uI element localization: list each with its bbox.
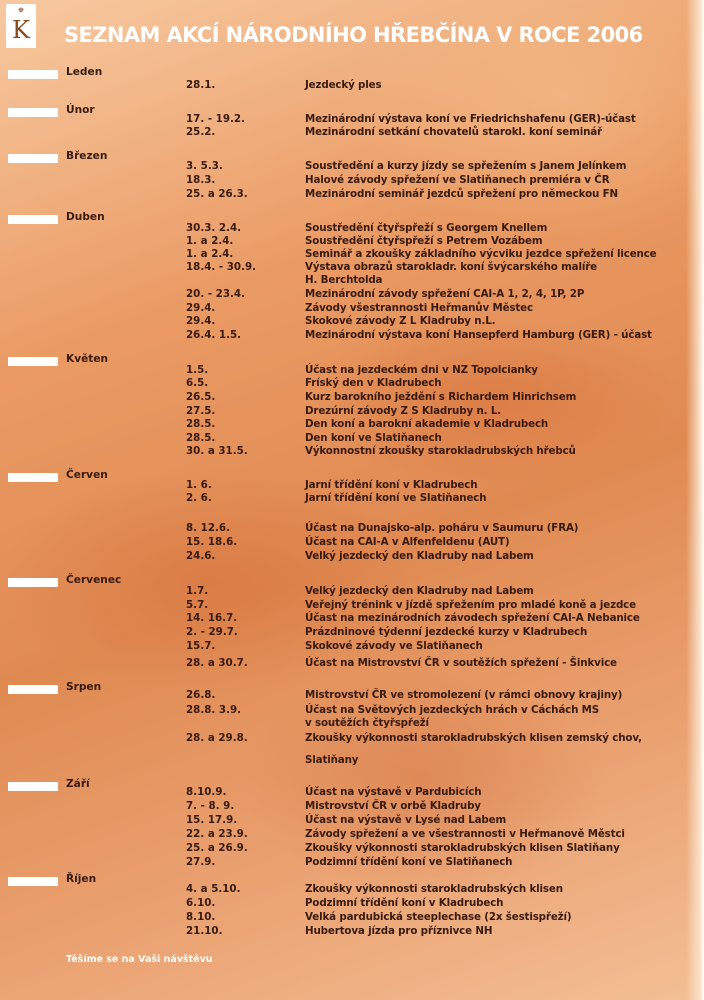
event-row [0,536,704,549]
month-marker [8,70,58,79]
event-row [0,391,704,404]
event-row [0,550,704,563]
event-date: 15. 18.6. [186,536,238,548]
event-row [0,717,704,730]
event-name: Mistrovství ČR ve stromolezení (v rámci obnovy krajiny) [305,689,623,701]
event-row [0,329,704,342]
event-name: Mistrovství ČR v orbě Kladruby [305,800,481,812]
event-row [0,925,704,938]
event-date: 6.10. [186,897,216,909]
event-row [0,911,704,924]
event-row [0,315,704,328]
logo-letter: K [12,16,30,44]
event-date: 2. - 29.7. [186,626,238,638]
month-heading: Únor [66,104,95,116]
event-date: 26.4. 1.5. [186,329,242,341]
month-heading: Leden [66,66,103,78]
event-date: 2. 6. [186,492,212,504]
event-row [0,188,704,201]
month-heading: Srpen [66,681,102,693]
event-name: Veřejný trénink v jízdě spřežením pro mladé koně a jezdce [305,599,636,611]
event-date: 25. a 26.3. [186,188,248,200]
kladruby-logo [6,4,36,48]
event-date: 28.5. [186,432,216,444]
event-row [0,657,704,670]
event-date: 30.3. 2.4. [186,222,242,234]
footer-note: Těšíme se na Vaši návštěvu [66,954,213,965]
event-row [0,432,704,445]
event-row [0,640,704,653]
month-heading: Září [66,778,90,790]
event-date: 20. - 23.4. [186,288,246,300]
event-date: 26.8. [186,689,216,701]
event-row [0,405,704,418]
event-name: Fríský den v Kladrubech [305,377,442,389]
event-row [0,842,704,855]
event-row [0,814,704,827]
event-name: Jarní třídění koní ve Slatiňanech [305,492,487,504]
event-name: H. Berchtolda [305,274,383,286]
event-date: 18.4. - 30.9. [186,261,257,273]
event-date: 1.7. [186,585,209,597]
event-row [0,235,704,248]
event-name: Soustředění čtyřspřeží s Georgem Knellem [305,222,548,234]
month-heading: Červenec [66,574,122,586]
event-row [0,274,704,287]
event-name: Prázdninové týdenní jezdecké kurzy v Kladrubech [305,626,588,638]
event-row [0,612,704,625]
event-date: 1. 6. [186,479,212,491]
event-name: Skokové závody Z L Kladruby n.L. [305,315,496,327]
event-date: 4. a 5.10. [186,883,241,895]
event-date: 25. a 26.9. [186,842,248,854]
event-date: 17. - 19.2. [186,113,246,125]
event-row [0,599,704,612]
month-heading: Březen [66,150,108,162]
event-name: Účast na Světových jezdeckých hrách v Cáchách MS [305,704,600,716]
event-name: Velký jezdecký den Kladruby nad Labem [305,550,534,562]
event-name: Soustředění a kurzy jízdy se spřežením s Janem Jelínkem [305,160,627,172]
event-date: 25.2. [186,126,216,138]
event-date: 22. a 23.9. [186,828,248,840]
event-name: Účast na jezdeckém dni v NZ Topolcianky [305,364,538,376]
event-name: Jezdecký ples [305,79,382,91]
event-name: v soutěžích čtyřspřeží [305,717,429,729]
event-date: 29.4. [186,302,216,314]
event-row [0,174,704,187]
event-row [0,248,704,261]
event-name: Účast na CAI-A v Alfenfeldenu (AUT) [305,536,510,548]
event-row [0,828,704,841]
event-row [0,222,704,235]
event-date: 18.3. [186,174,216,186]
event-row [0,897,704,910]
event-date: 15. 17.9. [186,814,238,826]
event-name: Velká pardubická steeplechase (2x šestispřeží) [305,911,572,923]
event-date: 26.5. [186,391,216,403]
event-row [0,261,704,274]
event-row [0,786,704,799]
event-row [0,704,704,717]
event-name: Slatiňany [305,754,359,766]
event-name: Zkoušky výkonnosti starokladrubských klisen zemský chov, [305,732,642,744]
event-name: Závody spřežení a ve všestrannosti v Heřmanově Městci [305,828,625,840]
event-row [0,522,704,535]
event-row [0,856,704,869]
event-date: 3. 5.3. [186,160,223,172]
event-date: 28. a 30.7. [186,657,248,669]
event-date: 28.8. 3.9. [186,704,242,716]
event-name: Účast na výstavě v Pardubicích [305,786,482,798]
crown-icon: ♚ [17,6,25,14]
page-title: SEZNAM AKCÍ NÁRODNÍHO HŘEBČÍNA V ROCE 2006 [64,23,643,47]
event-name: Účast na mezinárodních závodech spřežení CAI-A Nebanice [305,612,640,624]
event-name: Účast na výstavě v Lysé nad Labem [305,814,507,826]
event-name: Podzimní třídění koní ve Slatiňanech [305,856,513,868]
event-name: Skokové závody ve Slatiňanech [305,640,483,652]
event-row [0,288,704,301]
event-name: Účast na Mistrovství ČR v soutěžích spřežení - Šinkvice [305,657,617,669]
event-date: 29.4. [186,315,216,327]
event-row [0,418,704,431]
event-name: Mezinárodní výstava koní ve Friedrichshafenu (GER)-účast [305,113,636,125]
event-row [0,754,704,767]
event-row [0,800,704,813]
event-name: Podzimní třídění koní v Kladrubech [305,897,504,909]
event-name: Zkoušky výkonnosti starokladrubských klisen [305,883,563,895]
event-date: 5.7. [186,599,209,611]
event-name: Mezinárodní výstava koní Hansepferd Hamburg (GER) - účast [305,329,652,341]
event-date: 28.1. [186,79,216,91]
event-name: Kurz barokního ježdění s Richardem Hinrichsem [305,391,577,403]
event-date: 28. a 29.8. [186,732,248,744]
event-date: 28.5. [186,418,216,430]
event-date: 21.10. [186,925,223,937]
event-date: 8.10. [186,911,216,923]
event-date: 27.9. [186,856,216,868]
event-name: Mezinárodní závody spřežení CAI-A 1, 2, 4, 1P, 2P [305,288,585,300]
month-heading: Duben [66,211,105,223]
event-name: Den koní ve Slatiňanech [305,432,442,444]
event-name: Účast na Dunajsko-alp. poháru v Saumuru (FRA) [305,522,579,534]
event-row [0,113,704,126]
event-name: Den koní a barokní akademie v Kladrubech [305,418,549,430]
event-name: Drezúrní závody Z S Kladruby n. L. [305,405,502,417]
event-name: Výstava obrazů starokladr. koní švýcarského malíře [305,261,598,273]
event-row [0,377,704,390]
event-name: Zkoušky výkonnosti starokladrubských klisen Slatiňany [305,842,620,854]
event-name: Velký jezdecký den Kladruby nad Labem [305,585,534,597]
event-row [0,883,704,896]
event-date: 30. a 31.5. [186,445,248,457]
event-name: Mezinárodní seminář jezdců spřežení pro německou FN [305,188,618,200]
event-date: 8.10.9. [186,786,227,798]
event-date: 15.7. [186,640,216,652]
event-row [0,492,704,505]
event-row [0,126,704,139]
event-row [0,732,704,745]
event-name: Mezinárodní setkání chovatelů starokl. koní seminář [305,126,602,138]
event-row [0,160,704,173]
event-date: 27.5. [186,405,216,417]
event-date: 7. - 8. 9. [186,800,235,812]
event-date: 1.5. [186,364,209,376]
event-date: 24.6. [186,550,216,562]
event-date: 8. 12.6. [186,522,230,534]
month-heading: Květen [66,353,109,365]
event-name: Soustředění čtyřspřeží s Petrem Vozábem [305,235,543,247]
month-heading: Říjen [66,873,97,885]
event-date: 14. 16.7. [186,612,238,624]
event-date: 1. a 2.4. [186,248,234,260]
month-heading: Červen [66,469,108,481]
event-row [0,689,704,702]
event-name: Seminář a zkoušky základního výcviku jezdce spřežení licence [305,248,657,260]
event-name: Halové závody spřežení ve Slatiňanech premiéra v ČR [305,174,610,186]
event-row [0,479,704,492]
event-row [0,302,704,315]
event-name: Závody všestrannosti Heřmanův Městec [305,302,533,314]
event-row [0,585,704,598]
event-row [0,626,704,639]
event-name: Hubertova jízda pro příznivce NH [305,925,493,937]
event-row [0,445,704,458]
event-date: 1. a 2.4. [186,235,234,247]
event-name: Výkonnostní zkoušky starokladrubských hřebců [305,445,576,457]
event-row [0,364,704,377]
event-name: Jarní třídění koní v Kladrubech [305,479,478,491]
event-date: 6.5. [186,377,209,389]
event-row [0,79,704,92]
